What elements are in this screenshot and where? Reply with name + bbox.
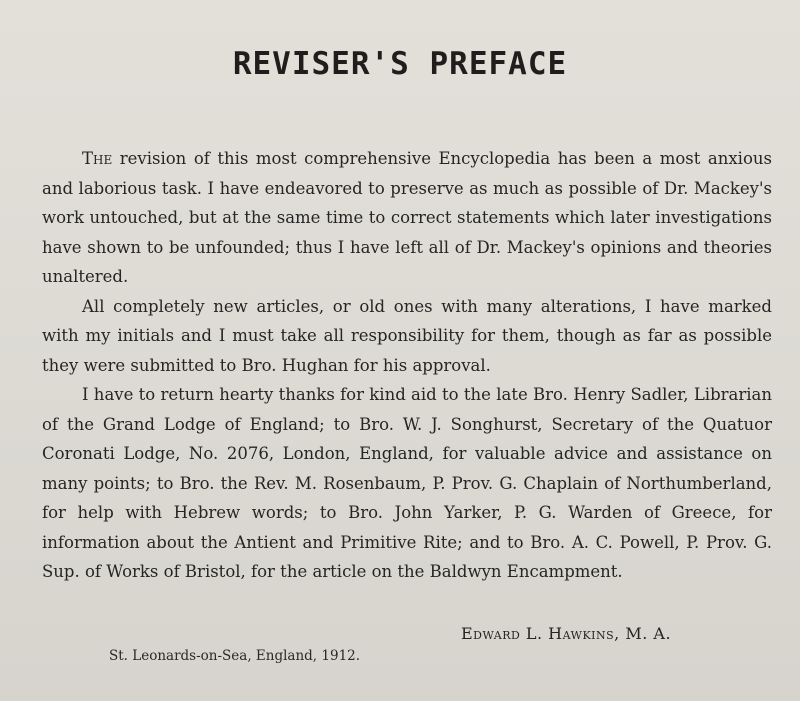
page-title: REVISER'S PREFACE: [232, 46, 568, 82]
paragraph-1-lead-word: The: [82, 149, 113, 168]
paragraph-1: [42, 144, 772, 292]
paragraph-3: I have to return hearty thanks for kind aid to the late Bro. Henry Sadler, Librarian of the Grand Lodge of England; to Bro. W. J. Songhurst, Secretary of the Quatuor Coronati Lodge, No. 2076, London, England, for valuable advice and assistance on many points; to Bro. the Rev. M. Rosenbaum, P. Prov. G. Chaplain of Northumberland, for help with Hebrew words; to Bro. John Yarker, P. G. Warden of Greece, for information about the Antient and Primitive Rite; and to Bro. A. C. Powell, P. Prov. G. Sup. of Works of Bristol, for the article on the Baldwyn Encampment.: [42, 385, 772, 581]
preface-body: [42, 144, 772, 587]
paragraph-2: All completely new articles, or old ones with many alterations, I have marked with my initials and I must take all responsibility for them, though as far as possible they were submitted to Bro. Hughan for his approval.: [42, 296, 772, 375]
place-date: St. Leonards-on-Sea, England, 1912.: [109, 648, 361, 664]
signature: Edward L. Hawkins, M. A.: [461, 624, 672, 643]
paragraph-1-text: revision of this most comprehensive Encyclopedia has been a most anxious and laborious task. I have endeavored to preserve as much as possible of Dr. Mackey's work untouched, but at the same time to correct statements which later investigations have shown to be unfounded; thus I have left all of Dr. Mackey's opinions and theories unaltered.: [42, 149, 772, 286]
